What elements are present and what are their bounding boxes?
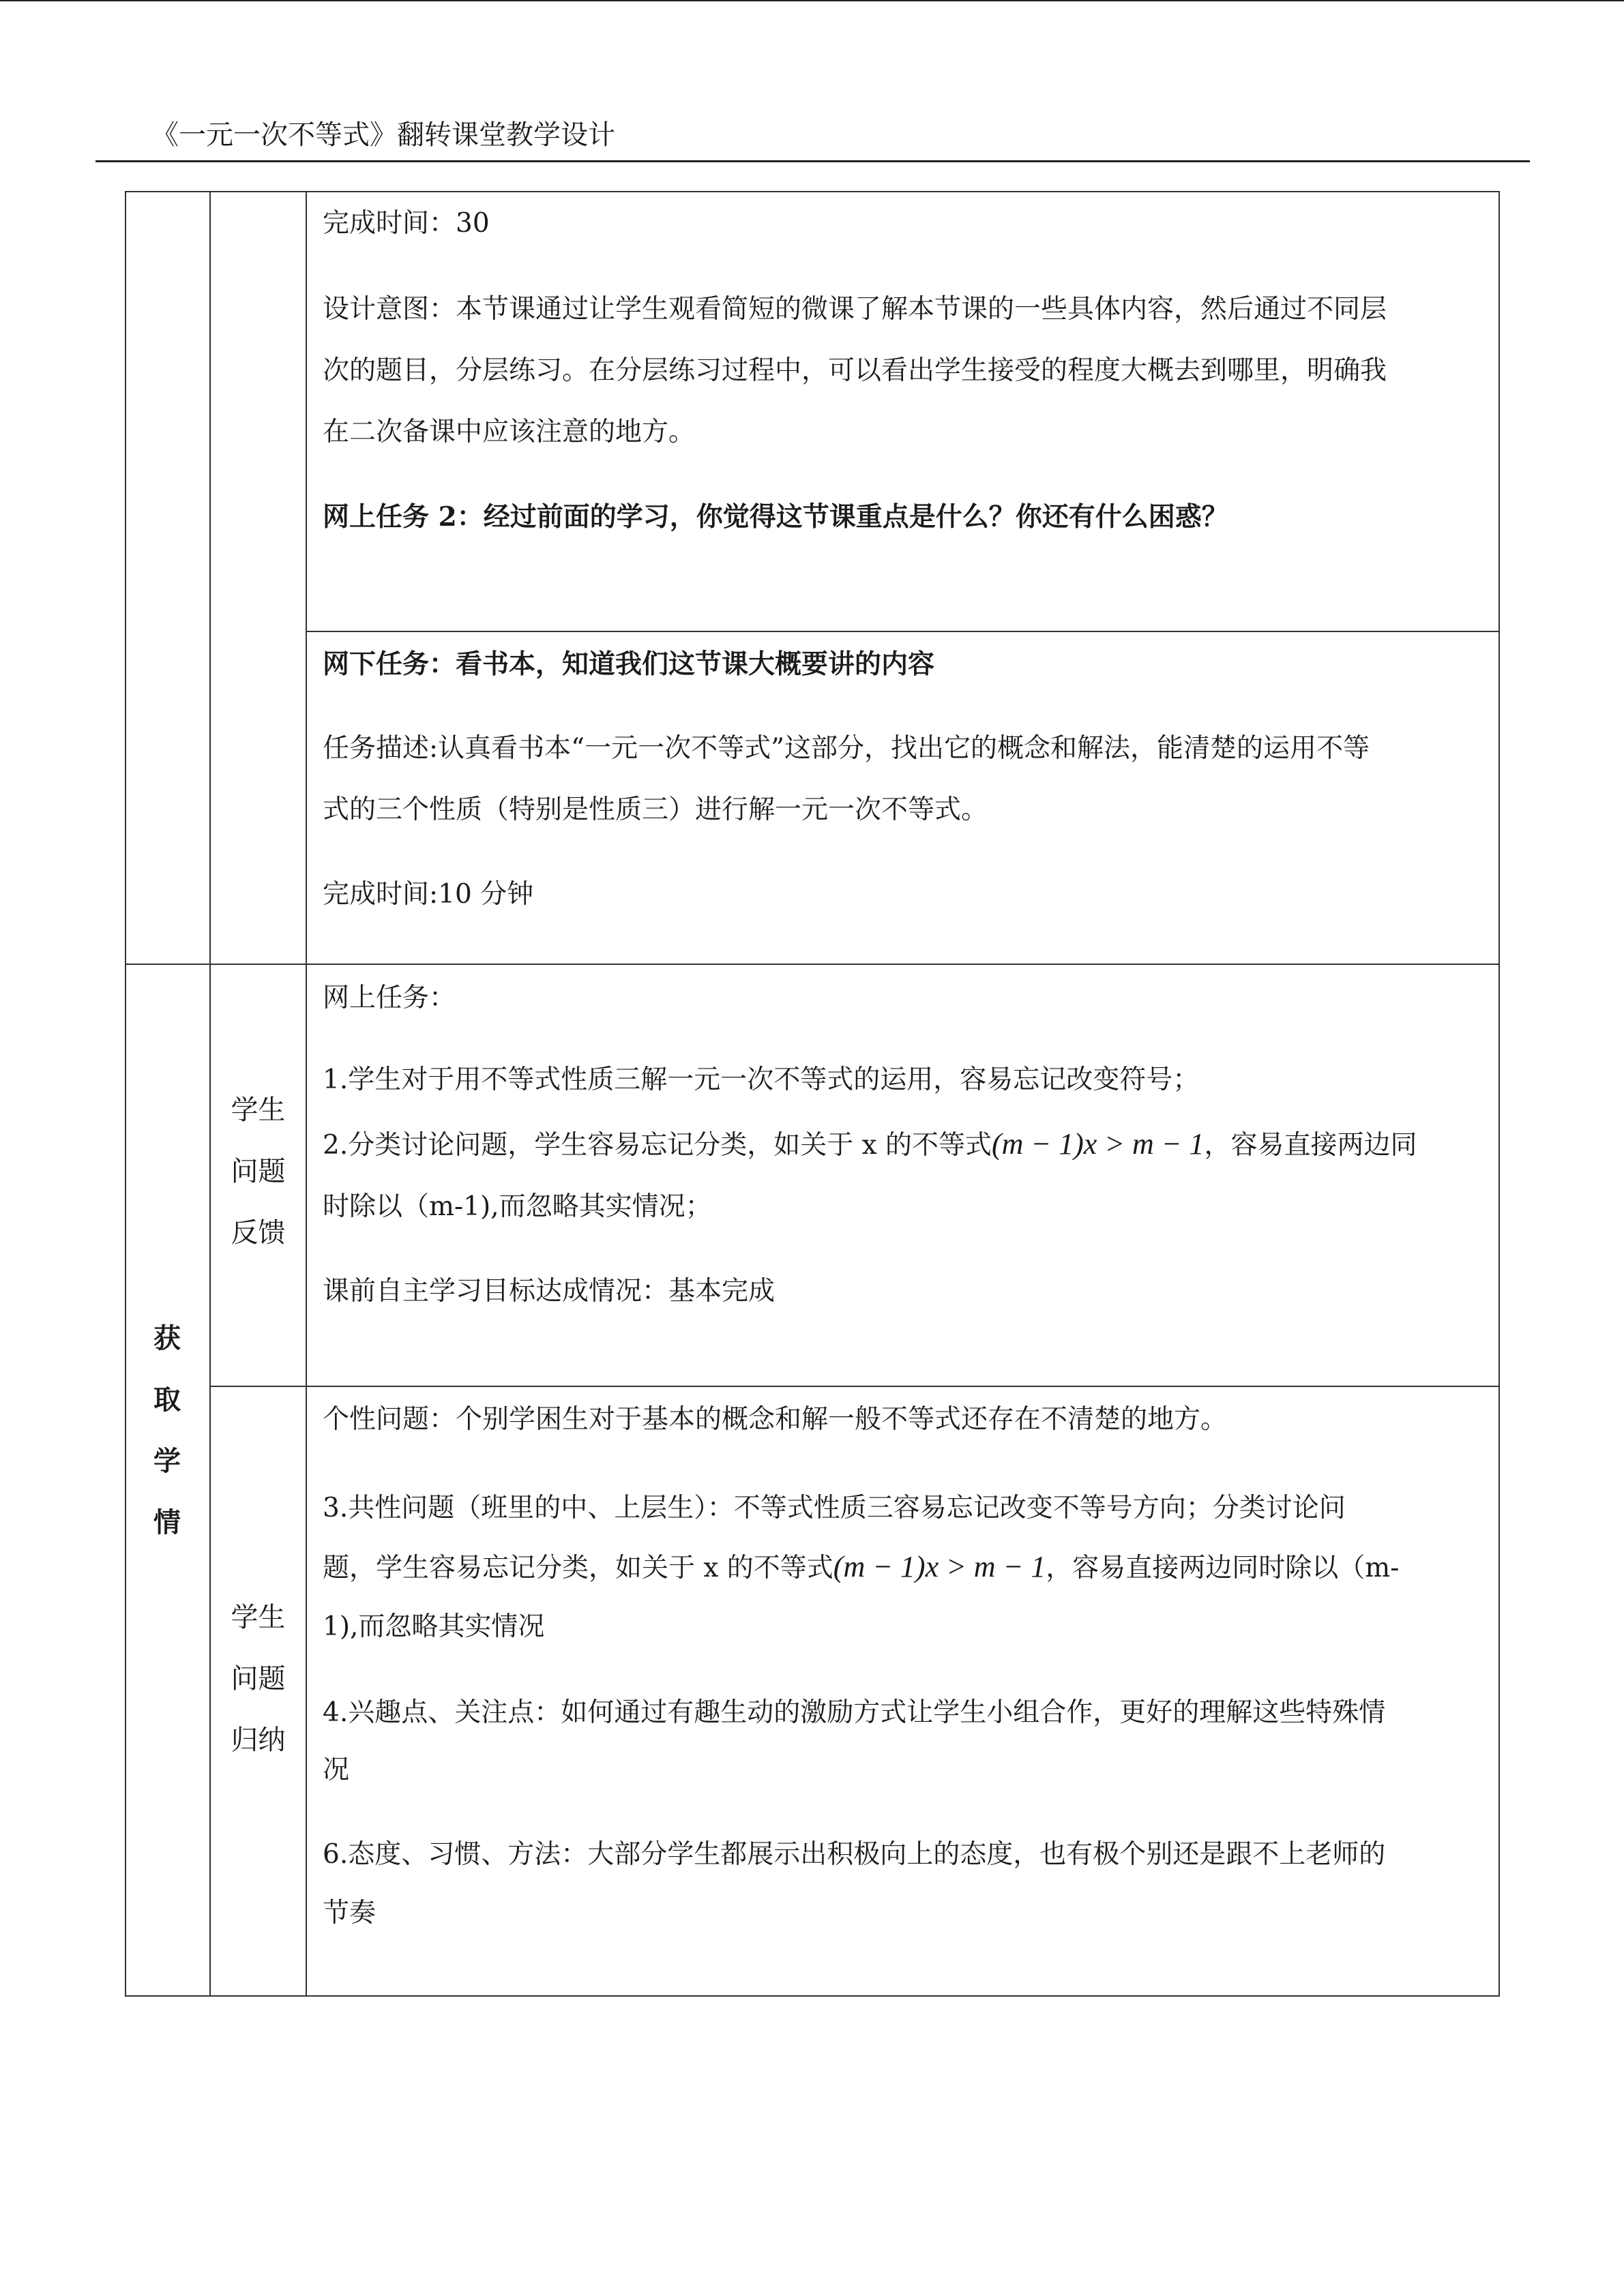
common-issue-line-3: 1),而忽略其实情况 bbox=[323, 1611, 545, 1642]
offline-completion-time: 完成时间:10 分钟 bbox=[323, 879, 534, 910]
offline-task-title: 网下任务：看书本，知道我们这节课大概要讲的内容 bbox=[323, 648, 935, 680]
completion-time: 完成时间：30 bbox=[323, 208, 490, 239]
feedback-item-2-line-1: 2.分类讨论问题，学生容易忘记分类，如关于 x 的不等式(m − 1)x > m − 1，容易直接两边同 bbox=[323, 1127, 1417, 1161]
section-label-acquire-learning: 获 取 学 情 bbox=[153, 1322, 181, 1538]
common-issue-line-1: 3.共性问题（班里的中、上层生）：不等式性质三容易忘记改变不等号方向；分类讨论问 bbox=[323, 1493, 1346, 1523]
header-rule bbox=[95, 160, 1530, 162]
design-intent-line-3: 在二次备课中应该注意的地方。 bbox=[323, 417, 696, 447]
table-border-top bbox=[125, 191, 1500, 192]
task-description-line-2: 式的三个性质（特别是性质三）进行解一元一次不等式。 bbox=[323, 794, 988, 825]
task-description-line-1: 任务描述:认真看书本“一元一次不等式”这部分，找出它的概念和解法，能清楚的运用不等 bbox=[323, 733, 1370, 764]
self-study-status: 课前自主学习目标达成情况：基本完成 bbox=[323, 1276, 776, 1307]
attitude-line-2: 节奏 bbox=[323, 1898, 377, 1928]
table-border-right bbox=[1498, 191, 1500, 1997]
student-summary-cell bbox=[323, 1397, 1482, 1937]
lesson-design-table bbox=[125, 191, 1500, 1997]
column-divider-2 bbox=[306, 191, 307, 1997]
row-divider-2 bbox=[125, 964, 1500, 965]
design-intent-line-1: 设计意图：本节课通过让学生观看简短的微课了解本节课的一些具体内容，然后通过不同层 bbox=[323, 294, 1387, 325]
interest-point-line-1: 4.兴趣点、关注点：如何通过有趣生动的激励方式让学生小组合作，更好的理解这些特殊情 bbox=[323, 1697, 1386, 1728]
offline-task-cell bbox=[323, 641, 1482, 918]
design-intent-line-2: 次的题目，分层练习。在分层练习过程中，可以看出学生接受的程度大概去到哪里，明确我 bbox=[323, 355, 1387, 386]
page-top-border bbox=[0, 0, 1624, 1]
table-border-left bbox=[125, 191, 126, 1997]
label-student-summary: 学生 问题 归纳 bbox=[231, 1602, 286, 1756]
interest-point-line-2: 况 bbox=[323, 1755, 350, 1785]
feedback-item-1: 1.学生对于用不等式性质三解一元一次不等式的运用，容易忘记改变符号； bbox=[323, 1064, 1200, 1095]
feedback-item-2-line-2: 时除以（m-1),而忽略其实情况； bbox=[323, 1191, 712, 1222]
common-issue-line-2: 题，学生容易忘记分类，如关于 x 的不等式(m − 1)x > m − 1，容易直接两边同时除以（m- bbox=[323, 1550, 1400, 1583]
table-border-bottom bbox=[125, 1995, 1500, 1997]
online-task-label: 网上任务： bbox=[323, 983, 456, 1013]
inequality-expression: (m − 1)x > m − 1 bbox=[833, 1550, 1046, 1583]
page-header-title: 《一元一次不等式》翻转课堂教学设计 bbox=[151, 119, 615, 151]
design-intent-cell bbox=[323, 200, 1482, 540]
online-task-2: 网上任务 2：经过前面的学习，你觉得这节课重点是什么？你还有什么困惑？ bbox=[323, 501, 1228, 533]
attitude-line-1: 6.态度、习惯、方法：大部分学生都展示出积极向上的态度，也有极个别还是跟不上老师的 bbox=[323, 1839, 1386, 1870]
label-student-feedback: 学生 问题 反馈 bbox=[231, 1094, 286, 1249]
student-feedback-cell bbox=[323, 975, 1482, 1315]
row-divider-1 bbox=[306, 631, 1500, 632]
inequality-expression: (m − 1)x > m − 1 bbox=[992, 1127, 1205, 1161]
individual-issue: 个性问题：个别学困生对于基本的概念和解一般不等式还存在不清楚的地方。 bbox=[323, 1404, 1228, 1435]
row-divider-3 bbox=[209, 1386, 1500, 1387]
